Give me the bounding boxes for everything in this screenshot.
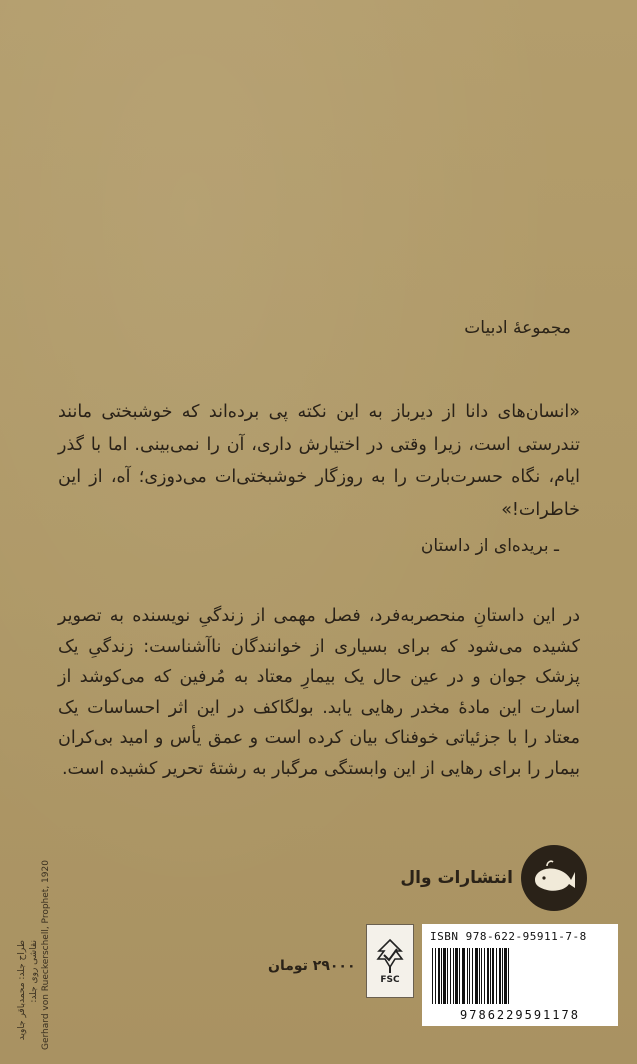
barcode-bar bbox=[492, 948, 494, 1004]
barcode-bar bbox=[502, 948, 503, 1004]
barcode-bar bbox=[475, 948, 478, 1004]
barcode-bar bbox=[438, 948, 440, 1004]
barcode-bar bbox=[504, 948, 507, 1004]
price: ۲۹۰۰۰ تومان bbox=[268, 958, 356, 974]
barcode-bar bbox=[435, 948, 436, 1004]
barcode-bar bbox=[469, 948, 470, 1004]
barcode-bar bbox=[467, 948, 468, 1004]
isbn: ISBN 978-622-95911-7-8 bbox=[430, 930, 587, 943]
fsc-badge bbox=[366, 924, 414, 998]
barcode-bar bbox=[479, 948, 480, 1004]
barcode-digits: 9786229591178 bbox=[460, 1008, 580, 1022]
barcode-bar bbox=[443, 948, 446, 1004]
barcode-bar bbox=[472, 948, 473, 1004]
barcode-bar bbox=[487, 948, 489, 1004]
barcode-bar bbox=[455, 948, 458, 1004]
tree-check-icon bbox=[375, 937, 405, 975]
barcode-bar bbox=[484, 948, 485, 1004]
cover-credits bbox=[16, 860, 56, 1050]
barcode-bar bbox=[490, 948, 491, 1004]
barcode-bar bbox=[496, 948, 497, 1004]
barcode-bar bbox=[462, 948, 465, 1004]
painting-credit: Gerhard von Rueckerschell, Prophet, 1920 bbox=[41, 860, 51, 1050]
barcode-bar bbox=[450, 948, 451, 1004]
barcode-bar bbox=[447, 948, 448, 1004]
designer-credit: طراح جلد: محمدباقر جاوید bbox=[17, 940, 27, 1041]
whale-logo-icon bbox=[521, 845, 587, 911]
excerpt-label: ـ بریده‌ای از داستان bbox=[420, 536, 559, 556]
barcode-bar bbox=[499, 948, 501, 1004]
description-text: در این داستانِ منحصربه‌فرد، فصل مهمی از زندگیِ نویسنده به تصویر کشیده می‌شود که برای بسیاری از خوانندگان ناآشناست: زندگیِ یک پزشک جوان و در عین حال یک بیمارِ معتاد به مُرفین که می‌کوشد از اسارت این مادهٔ مخدر رهایی یابد. بولگاکف در این اثر احساسات یک معتاد را با جزئیاتی خوفناک بیان کرده است و عمق یأس و امید بی‌کران بیمار را برای رهایی از این وابستگی مرگبار به رشتهٔ تحریر کشیده است. bbox=[58, 606, 580, 779]
barcode-bar bbox=[441, 948, 442, 1004]
fsc-label: FSC bbox=[380, 975, 400, 985]
barcode-bar bbox=[432, 948, 433, 1004]
painting-credit-label: نقاشی روی جلد: bbox=[29, 940, 39, 1003]
series-title: مجموعهٔ ادبیات bbox=[464, 318, 571, 338]
quote-text: «انسان‌های دانا از دیرباز به این نکته پی برده‌اند که خوشبختی مانند تندرستی است، زیرا وقتی در اختیارش داری، آن را نمی‌بینی. اما با گذر ایام، نگاه حسرت‌بارت را به روزگار خوشبختی‌ات می‌دوزی؛ آه، از این خاطرات!» bbox=[58, 402, 580, 520]
barcode-bar bbox=[459, 948, 460, 1004]
publisher-block bbox=[387, 845, 587, 911]
publisher-name: انتشارات وال bbox=[400, 868, 513, 888]
barcode-bars bbox=[430, 948, 610, 1004]
barcode-bar bbox=[453, 948, 454, 1004]
barcode-bar bbox=[481, 948, 482, 1004]
barcode-bar bbox=[508, 948, 509, 1004]
barcode bbox=[422, 924, 618, 1026]
